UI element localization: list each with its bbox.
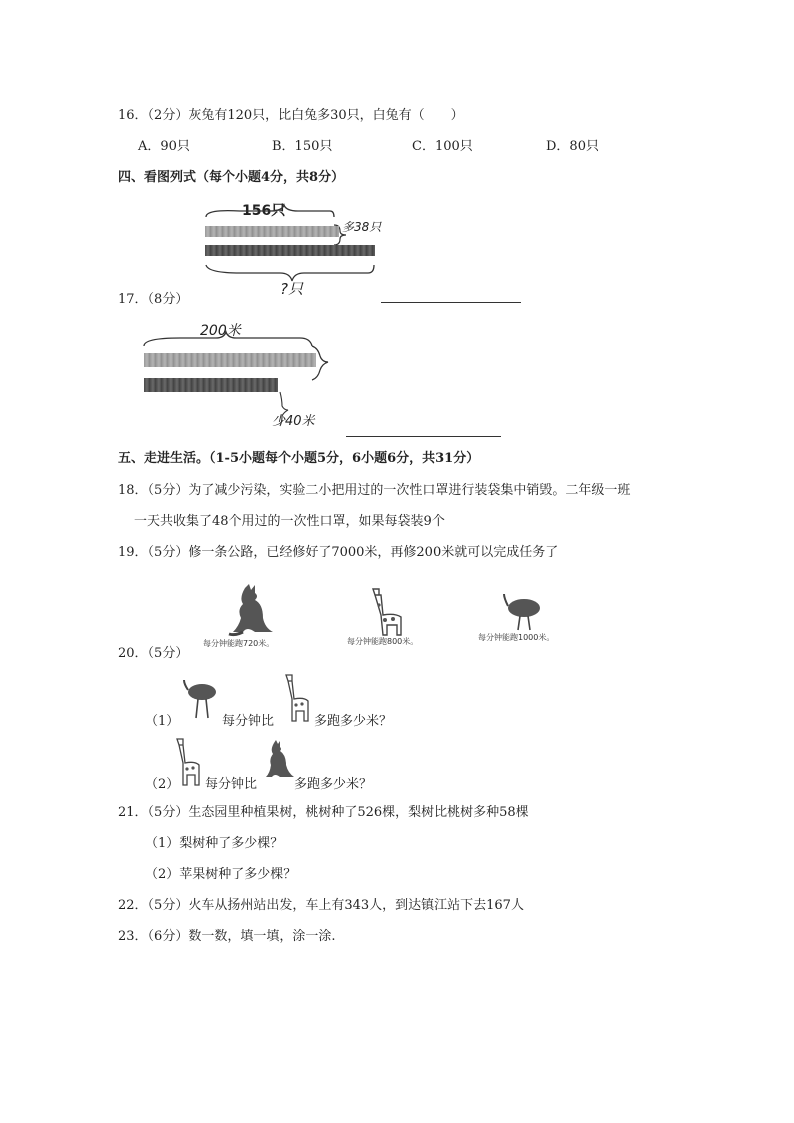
fig1-bar-bottom <box>205 245 375 256</box>
q16-option-d[interactable]: D．80只 <box>546 139 599 154</box>
giraffe-icon <box>365 585 411 637</box>
q20-sub1-middle: 每分钟比 <box>222 714 275 729</box>
q23-text: 23．（6分）数一数，填一填，涂一涂. <box>118 929 336 944</box>
q18-line2: 一天共收集了48个用过的一次性口罩，如果每袋装9个 <box>134 514 445 529</box>
q16-stem: 16．（2分）灰兔有120只，比白兔多30只，白兔有（ ） <box>118 108 464 123</box>
q19-text: 19．（5分）修一条公路，已经修好了7000米，再修200米就可以完成任务了 <box>118 545 559 560</box>
fig2-bar-bottom <box>144 378 278 392</box>
fig2-top-label: 200米 <box>200 323 241 339</box>
q20-sub1-end: 多跑多少米？ <box>314 714 393 729</box>
section4-title: 四、看图列式（每个小题4分，共8分） <box>118 170 345 185</box>
giraffe-icon <box>282 673 312 723</box>
ostrich-caption: 每分钟能跑1000米。 <box>478 633 555 642</box>
fig1-side-label: 多38只 <box>342 220 382 234</box>
q20-sub1-number: （1） <box>145 714 180 729</box>
q22-text: 22．（5分）火车从扬州站出发，车上有343人，到达镇江站下去167人 <box>118 898 524 913</box>
kangaroo-caption: 每分钟能跑720米。 <box>203 639 275 648</box>
q18-line1: 18．（5分）为了减少污染，实验二小把用过的一次性口罩进行装袋集中销毁。二年级一班 <box>118 483 631 498</box>
q20-sub2-middle: 每分钟比 <box>205 777 258 792</box>
fig1-bar-top <box>205 226 339 237</box>
fig2-bottom-label: 少40米 <box>272 414 315 429</box>
giraffe-caption: 每分钟能跑800米。 <box>347 637 419 646</box>
q21-sub2: （2）苹果树种了多少棵？ <box>145 867 297 882</box>
ostrich-icon <box>498 592 548 632</box>
kangaroo-icon <box>225 582 285 638</box>
q16-option-b[interactable]: B．150只 <box>272 139 333 154</box>
q16-option-c[interactable]: C．100只 <box>412 139 473 154</box>
q17-answer-line-1[interactable] <box>381 302 521 303</box>
q17-answer-line-2[interactable] <box>346 436 501 437</box>
fig1-bottom-label: ?只 <box>280 280 303 298</box>
q21-sub1: （1）梨树种了多少棵？ <box>145 836 284 851</box>
fig2-bar-top <box>144 353 316 367</box>
giraffe-icon <box>173 737 203 787</box>
q20-label: 20．（5分） <box>118 646 189 661</box>
q20-sub2-end: 多跑多少米？ <box>294 777 373 792</box>
section5-title: 五、走进生活。（1-5小题每个小题5分，6小题6分，共31分） <box>118 451 480 466</box>
fig1-top-label: 156只 <box>242 203 286 219</box>
q17-label: 17．（8分） <box>118 292 189 307</box>
ostrich-icon <box>180 680 222 720</box>
q16-option-a[interactable]: A．90只 <box>138 139 190 154</box>
q20-sub2-number: （2） <box>145 777 180 792</box>
kangaroo-icon <box>262 739 296 783</box>
q21-stem: 21．（5分）生态园里种植果树，桃树种了526棵，梨树比桃树多种58棵 <box>118 805 529 820</box>
